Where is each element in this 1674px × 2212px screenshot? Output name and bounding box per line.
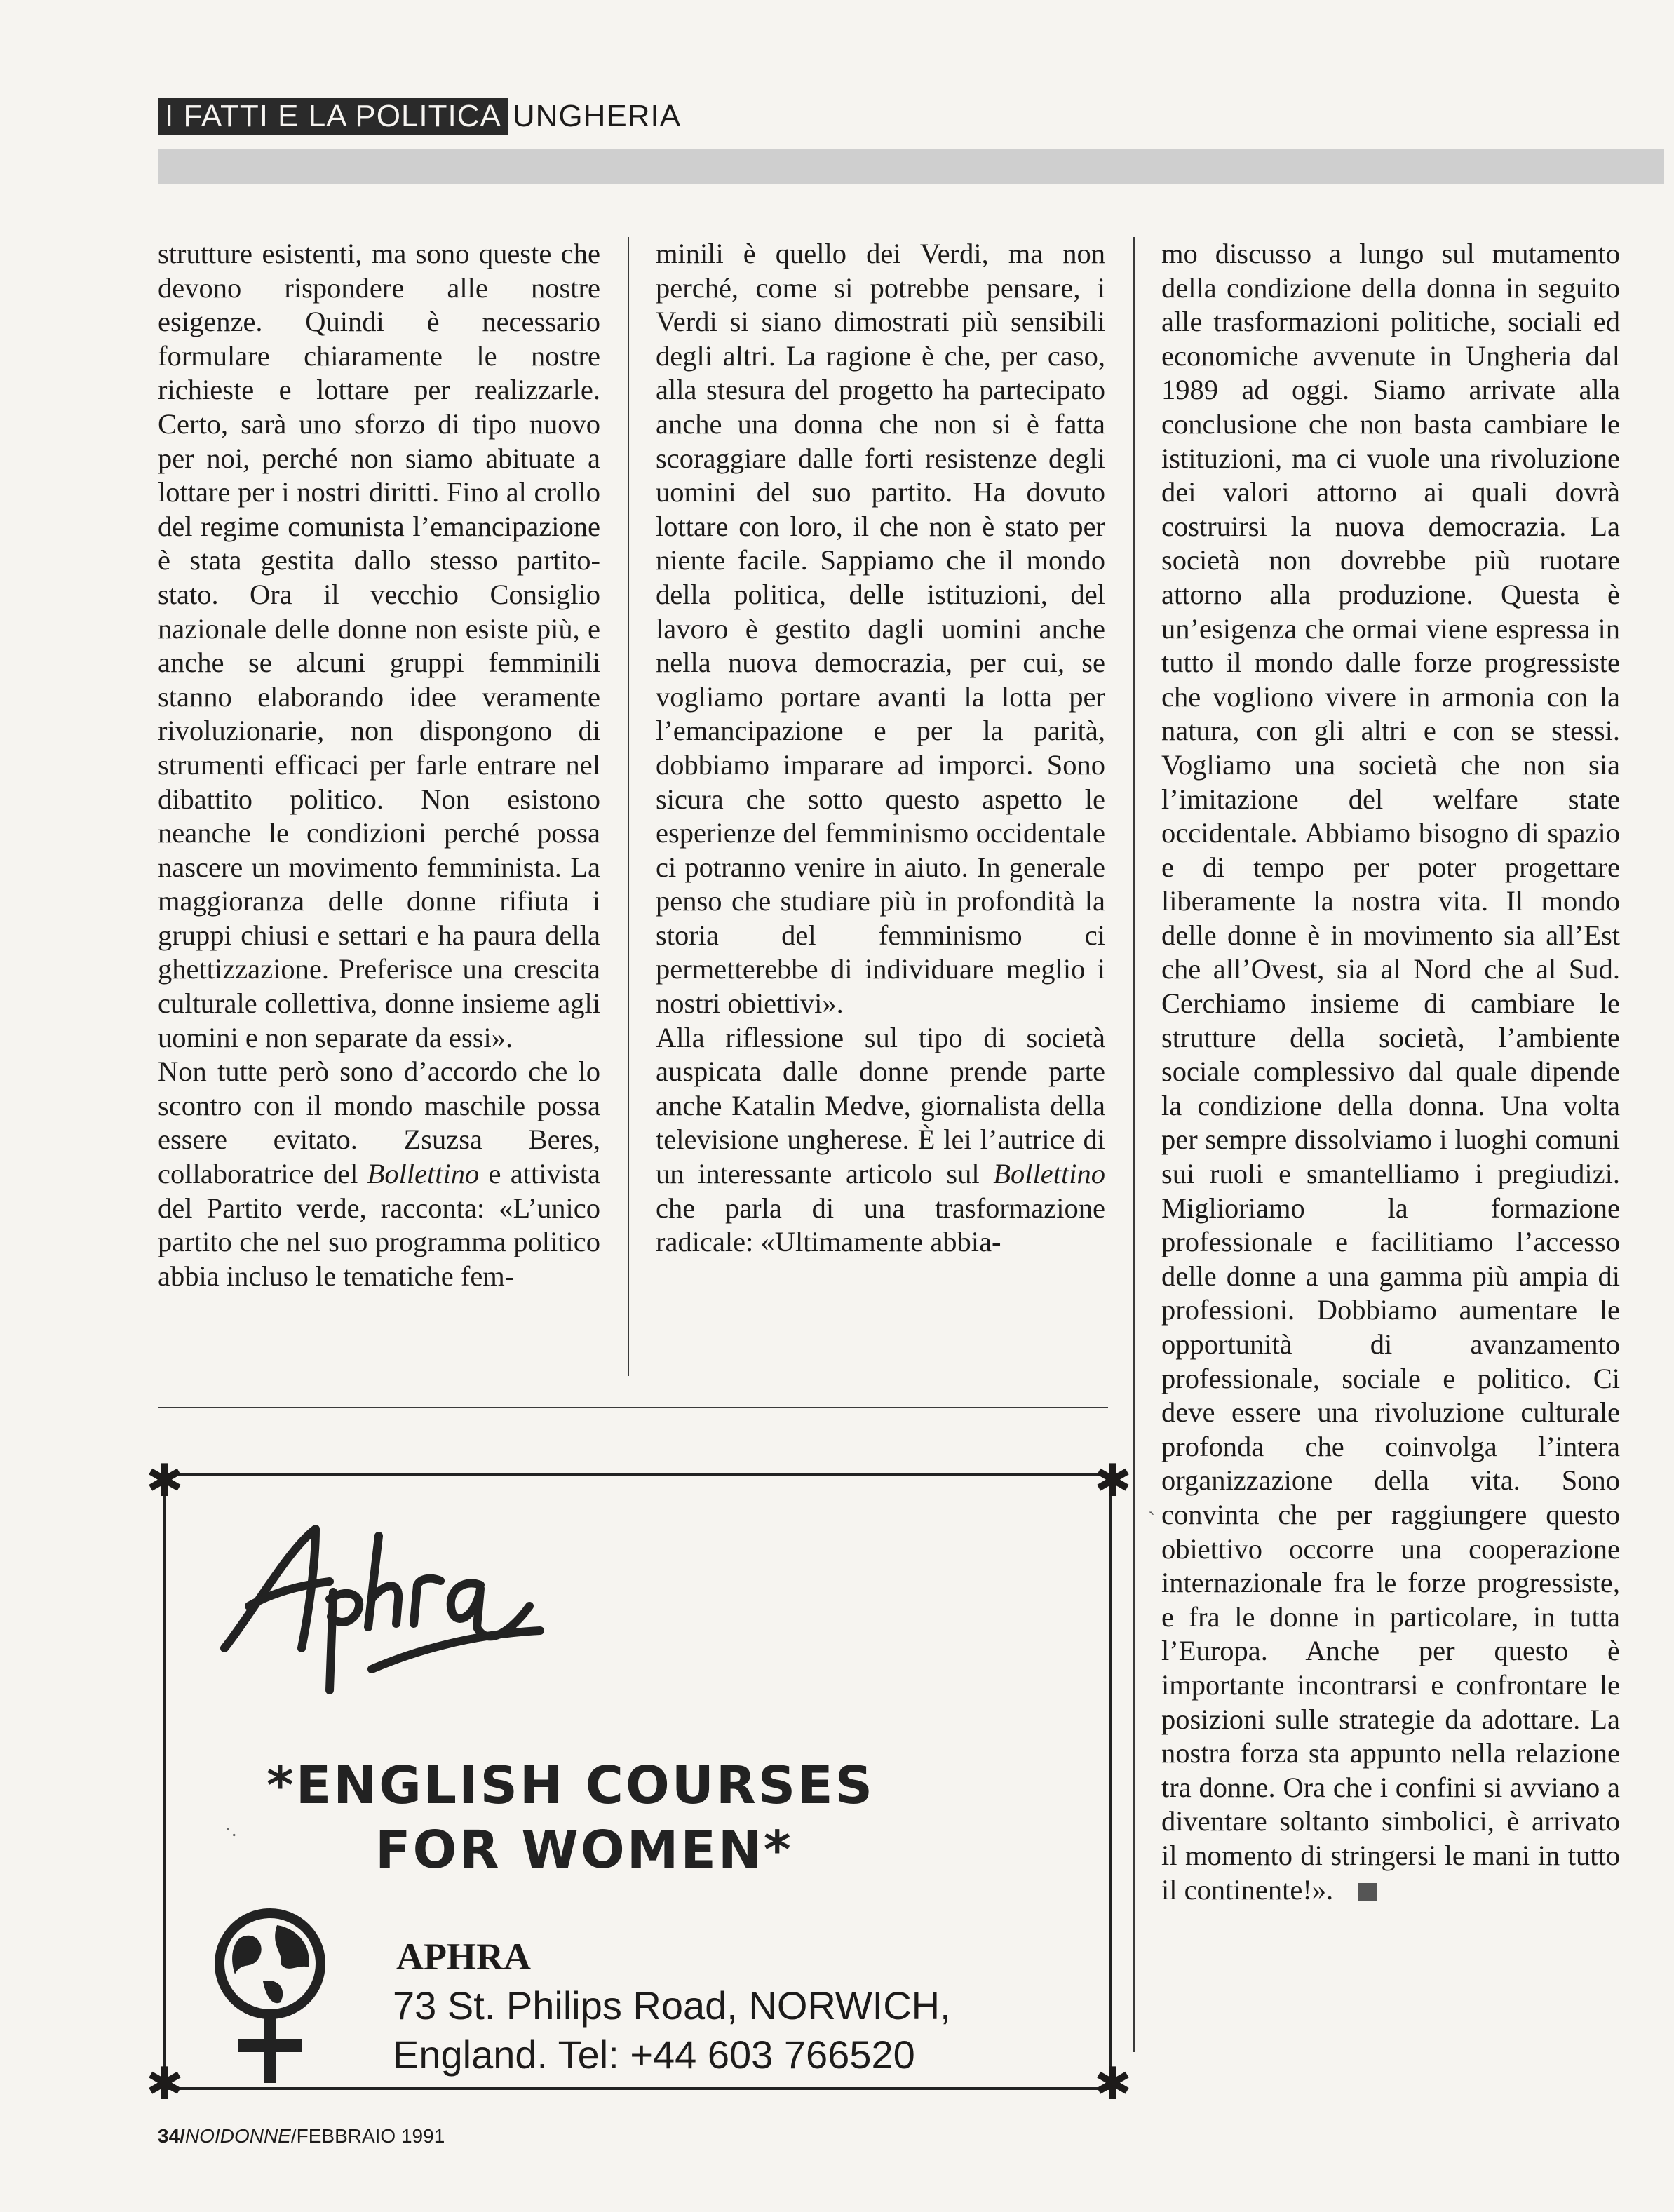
ad-organization-name: APHRA	[396, 1936, 531, 1978]
page-number: 34/	[158, 2125, 185, 2147]
text-run: che parla di una trasformazione radicale: «Ultimamente abbia-	[656, 1192, 1105, 1258]
globe-venus-symbol-icon	[210, 1908, 330, 2090]
ad-divider	[158, 1407, 1108, 1408]
text-run: e attivista del Partito verde, racconta: «L’unico partito che nel suo programma politico abbia incluso le tematiche fem-	[158, 1158, 600, 1292]
header-band	[158, 149, 1664, 184]
article-column-1	[158, 237, 600, 1293]
end-of-article-mark	[1358, 1883, 1377, 1901]
headline-line: *ENGLISH COURSES	[266, 1755, 875, 1816]
country-label: UNGHERIA	[512, 99, 682, 133]
section-header	[158, 98, 681, 135]
ad-address: 73 St. Philips Road, NORWICH,	[393, 1983, 951, 2028]
column-divider	[1133, 237, 1135, 2052]
publication-title: Bollettino	[993, 1158, 1105, 1190]
text-run: Alla riflessione sul tipo di società auspicata dalle donne prende parte anche Katalin Medve, giornalista della televisione ungherese. È lei l’autrice di un interessante articolo sul	[656, 1021, 1105, 1190]
paragraph	[1161, 237, 1620, 1907]
asterisk-icon: ✱	[146, 1455, 184, 1507]
ad-contact: England. Tel: +44 603 766520	[393, 2032, 915, 2077]
text-run: Non tutte però sono d’accordo che lo scontro con il mondo maschile possa essere evitato. Zsuzsa Beres, collaboratrice del	[158, 1056, 600, 1190]
asterisk-icon: ✱	[146, 2058, 184, 2110]
paragraph: minili è quello dei Verdi, ma non perché, come si potrebbe pensare, i Verdi si siano dimostrati più sensibili degli altri. La ragione è che, per caso, alla stesura del progetto ha partecipato anche una donna che non si è fatta scoraggiare dalle forti resistenze degli uomini del suo partito. Ha dovuto lottare con loro, il che non è stato per niente facile. Sappiamo che il mondo della politica, delle istituzioni, del lavoro è gestito dagli uomini anche nella nuova democrazia, per cui, se vogliamo portare avanti la lotta per l’emancipazione e per la parità, dobbiamo imparare ad imporci. Sono sicura che sotto questo aspetto le esperienze del femminismo occidentale ci potranno venire in aiuto. In generale penso che studiare più in profondità la storia del femminismo ci permetterebbe di individuare meglio i nostri obiettivi».	[656, 238, 1105, 1020]
headline-line: FOR WOMEN*	[375, 1820, 793, 1880]
aphra-logo	[210, 1508, 547, 1718]
paragraph	[656, 1021, 1105, 1260]
article-column-3	[1161, 237, 1620, 1907]
publication-title: Bollettino	[367, 1158, 480, 1190]
paragraph	[158, 1055, 600, 1293]
page-footer	[158, 2125, 445, 2147]
asterisk-icon: ✱	[1094, 1455, 1132, 1507]
article-column-2	[656, 237, 1105, 1260]
section-label: I FATTI E LA POLITICA	[158, 98, 508, 135]
magazine-name: NOIDONNE	[184, 2125, 291, 2147]
ad-headline	[266, 1753, 1052, 1882]
asterisk-icon: ✱	[1094, 2058, 1132, 2110]
scan-speck: ·.	[224, 1818, 237, 1841]
paragraph: strutture esistenti, ma sono queste che devono rispondere alle nostre esigenze. Quindi è necessario formulare chiaramente le nostre richieste e lottare per realizzarle. Certo, sarà uno sforzo di tipo nuovo per noi, perché non siamo abituate a lottare per i nostri diritti. Fino al crollo del regime comunista l’emancipazione è stata gestita dallo stesso partito-stato. Ora il vecchio Consiglio nazionale delle donne non esiste più, e anche se alcuni gruppi femminili stanno elaborando idee veramente rivoluzionarie, non dispongono di strumenti efficaci per farle entrare nel dibattito politico. Non esistono neanche le condizioni perché possa nascere un movimento femminista. La maggioranza delle donne rifiuta i gruppi chiusi e settari e ha paura della ghettizzazione. Preferisce una crescita culturale collettiva, donne insieme agli uomini e non separate da essi».	[158, 238, 600, 1053]
text-run: mo discusso a lungo sul mutamento della condizione della donna in seguito alle trasformazioni politiche, sociali ed economiche avvenute in Ungheria dal 1989 ad oggi. Siamo arrivate alla conclusione che non basta cambiare le istituzioni, ma ci vuole una rivoluzione dei valori attorno ai quali dovrà costruirsi la nuova democrazia. La società non dovrebbe più ruotare attorno alla produzione. Questa è un’esigenza che ormai viene espressa in tutto il mondo dalle forze progressiste che vogliono vivere in armonia con la natura, con gli altri e con se stessi. Vogliamo una società che non sia l’imitazione del welfare state occidentale. Abbiamo bisogno di spazio e di tempo per poter progettare liberamente la nostra vita. Il mondo delle donne è in movimento sia all’Est che all’Ovest, sia al Nord che al Sud. Cerchiamo insieme di cambiare le strutture della società, l’ambiente sociale complessivo dal quale dipende la condizione della donna. Una volta per sempre dissolviamo i luoghi comuni sui ruoli e smantelliamo i pregiudizi. Miglioriamo la formazione professionale e facilitiamo l’accesso delle donne a una gamma più ampia di professioni. Dobbiamo aumentare le opportunità di avanzamento professionale, sociale e politico. Ci deve essere una rivoluzione culturale profonda che coinvolga l’intera organizzazione della vita. Sono convinta che per raggiungere questo obiettivo occorre una cooperazione internazionale fra le forze progressiste, e fra le donne in particolare, in tutta l’Europa. Anche per questo è importante incontrarsi e confrontare le posizioni sulle strategie da adottare. La nostra forza sta appunto nella relazione tra donne. Ora che i confini si avviano a diventare soltanto simbolici, è arrivato il momento di stringersi le mani in tutto il continente!».	[1161, 238, 1620, 1906]
scan-speck: ˋ	[1148, 1508, 1155, 1531]
column-divider	[628, 237, 629, 1376]
issue-date: /FEBBRAIO 1991	[290, 2125, 445, 2147]
